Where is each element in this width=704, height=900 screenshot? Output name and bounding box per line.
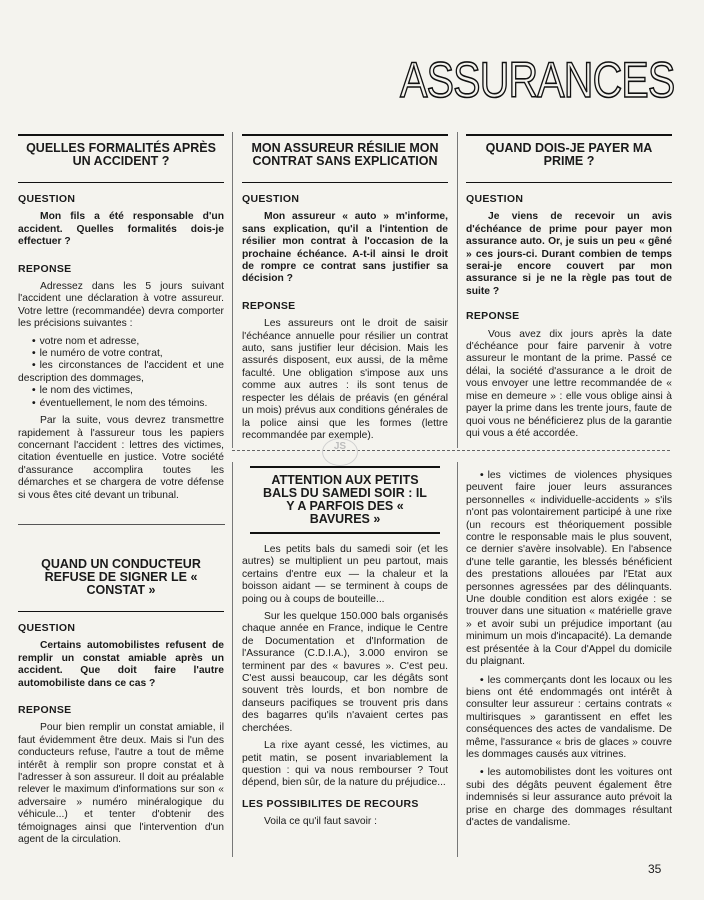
masthead-title — [399, 52, 675, 108]
answer-label: REPONSE — [18, 262, 72, 275]
body-paragraph: Voila ce qu'il faut savoir : — [264, 816, 378, 828]
list-item: • éventuellement, le nom des témoins. — [18, 398, 224, 410]
library-stamp: JS — [322, 438, 358, 466]
bullet-list — [466, 470, 672, 829]
list-item: • les automobilistes dont les voitures ont subi des dégâts peuvent également être indemnisés si leur assurance auto prévoit la prise en charge des dommages résultant d'actes de vandalisme. — [466, 767, 672, 829]
article-title: QUAND DOIS-JE PAYER MA PRIME ? — [485, 141, 653, 168]
column-divider — [457, 132, 458, 448]
article-title-box — [18, 556, 224, 612]
article-bals — [242, 466, 448, 834]
article-formalites — [18, 134, 224, 507]
article-bals-continued — [466, 470, 672, 834]
page-number: 35 — [648, 862, 662, 876]
list-item: • le numéro de votre contrat, — [18, 348, 224, 360]
article-resiliation — [242, 134, 448, 447]
section-divider — [232, 450, 670, 451]
article-title-box — [466, 134, 672, 183]
body-paragraph: Les petits bals du samedi soir (et les autres) se multiplient un peu partout, mais certains d'entre eux — la chaleur et la boisson aidant — se terminent à coups de poing ou à coups de bouteille... — [242, 544, 448, 605]
article-constat — [18, 556, 224, 852]
list-item: • votre nom et adresse, — [18, 336, 224, 348]
question-text: Mon fils a été responsable d'un accident. Quelles formalités dois-je effectuer ? — [18, 211, 224, 248]
article-title: ATTENTION AUX PETITS BALS DU SAMEDI SOIR : IL Y A PARFOIS DES « BAVURES » — [263, 473, 427, 526]
question-label: QUESTION — [18, 193, 76, 205]
answer-paragraph: Par la suite, vous devrez transmettre rapidement à l'assureur tous les papiers concernant l'accident : lettres des victimes, citation éventuelle en justice. Votre société d'assurance accomplira toutes les démarches et se chargera de votre défense si vous êtes cité devant un tribunal. — [18, 415, 224, 501]
list-item: • le nom des victimes, — [18, 385, 224, 397]
subheading: LES POSSIBILITES DE RECOURS — [242, 797, 419, 810]
answer-paragraph: Adressez dans les 5 jours suivant l'accident une déclaration à votre assureur. Votre lettre (recommandée) devra comporter les précisions suivantes : — [18, 281, 224, 330]
list-item: • les commerçants dont les locaux ou les biens ont été endommagés ont intérêt à consulter leur assureur : certains contrats « multirisques » garantissent en effet les conséquences des actes de vandalisme. De même, l'assurance « bris de glaces » couvre les dommages causés aux vitrines. — [466, 675, 672, 762]
list-item: • les circonstances de l'accident et une description des dommages, — [18, 360, 224, 385]
column-divider — [457, 462, 458, 857]
masthead-text: ASSURANCES — [399, 52, 675, 108]
article-title: QUAND UN CONDUCTEUR REFUSE DE SIGNER LE « CONSTAT » — [41, 557, 201, 597]
answer-label: REPONSE — [242, 299, 296, 312]
article-title: MON ASSUREUR RÉSILIE MON CONTRAT SANS EXPLICATION — [251, 141, 439, 168]
question-label: QUESTION — [18, 622, 76, 634]
column-divider — [232, 132, 233, 448]
answer-label: REPONSE — [18, 704, 72, 717]
answer-paragraph: Les assureurs ont le droit de saisir l'échéance annuelle pour résilier un contrat auto, sans justifier leur décision. Mais les assurés disposent, eux aussi, de la même faculté. Une obligation s'impose aux uns comme aux autres : ils sont tenus de respecter les délais de préavis (en général un mois) prévus aux conditions générales de la police ainsi que les formes (lettre recommandée par exemple). — [242, 318, 448, 441]
list-item: • les victimes de violences physiques peuvent faire jouer leurs assurances personnelles « individuelle-accidents » s'ils n'ont pas volontairement participé à une rixe (un recours est théoriquement possible contre le responsable mais le plus souvent, ce dernier s'avère insolvable). En l'absence d'une telle garantie, les blessés bénéficient des prestations allouées par l'Etat aux personnes agressées par des délinquants. Une double condition est alors exigée : se trouver dans une situation « matérielle grave » et avoir subi un préjudice important (au minimum un mois d'incapacité). La demande est présentée à la Cour d'Appel du domicile du plaignant. — [466, 470, 672, 669]
answer-paragraph: Pour bien remplir un constat amiable, il faut évidemment être deux. Mais si l'un des conducteurs refuse, l'autre a tout de même intérêt à remplir son propre constat et à l'adresser à son assureur. Il doit au préalable relever le maximum d'informations sur son « adversaire » numéro minéralogique du véhicule...) et tenter d'obtenir des témoignages ainsi que l'intervention d'un agent de la circulation. — [18, 722, 224, 846]
question-label: QUESTION — [242, 193, 300, 205]
answer-label: REPONSE — [466, 310, 520, 323]
question-text: Je viens de recevoir un avis d'échéance de prime pour payer mon assurance auto. Or, je suis un peu « gêné » ces jours-ci. Durant combien de temps serai-je encore couvert par mon assurance si je ne la règle pas tout de suite ? — [466, 211, 672, 297]
answer-paragraph: Vous avez dix jours après la date d'échéance pour faire parvenir à votre assureur le montant de la prime. Passé ce délai, la société d'assurance a le droit de vous envoyer une lettre recommandée de « mise en demeure » : elle vous oblige ainsi à payer la prime dans les trente jours, faute de quoi vous ne bénéficierez plus de la garantie qui vous a été accordée. — [466, 328, 672, 439]
bullet-list — [18, 336, 224, 410]
article-title-box — [242, 134, 448, 183]
section-divider — [18, 524, 225, 525]
article-title: QUELLES FORMALITÉS APRÈS UN ACCIDENT ? — [26, 141, 216, 168]
column-divider — [232, 462, 233, 857]
article-prime — [466, 134, 672, 445]
article-title-box — [18, 134, 224, 183]
article-title-box — [250, 466, 440, 534]
question-text: Certains automobilistes refusent de remplir un constat amiable après un accident. Que doit faire l'autre automobiliste dans ce cas ? — [18, 640, 224, 689]
question-label: QUESTION — [466, 193, 524, 205]
body-paragraph: Sur les quelque 150.000 bals organisés chaque année en France, indique le Centre de Documentation et d'Information de l'Assurance (C.D.I.A.), 3.000 environ se terminent par des « bavures ». C'est peu. C'est aussi beaucoup, car les dégâts sont souvent très lourds, et bon nombre de danseurs pacifiques se trouvent pris dans des bagarres qu'ils n'avaient certes pas cherchées. — [242, 611, 448, 734]
question-text: Mon assureur « auto » m'informe, sans explication, qu'il a l'intention de résilier mon contrat à l'occasion de la prochaine échéance. A-t-il ainsi le droit de rompre ce contrat sans justifier sa décision ? — [242, 211, 448, 285]
body-paragraph: La rixe ayant cessé, les victimes, au petit matin, se posent invariablement la question : qui va nous rembourser ? Tout dépend, bien sûr, de la nature du préjudice... — [242, 740, 448, 789]
